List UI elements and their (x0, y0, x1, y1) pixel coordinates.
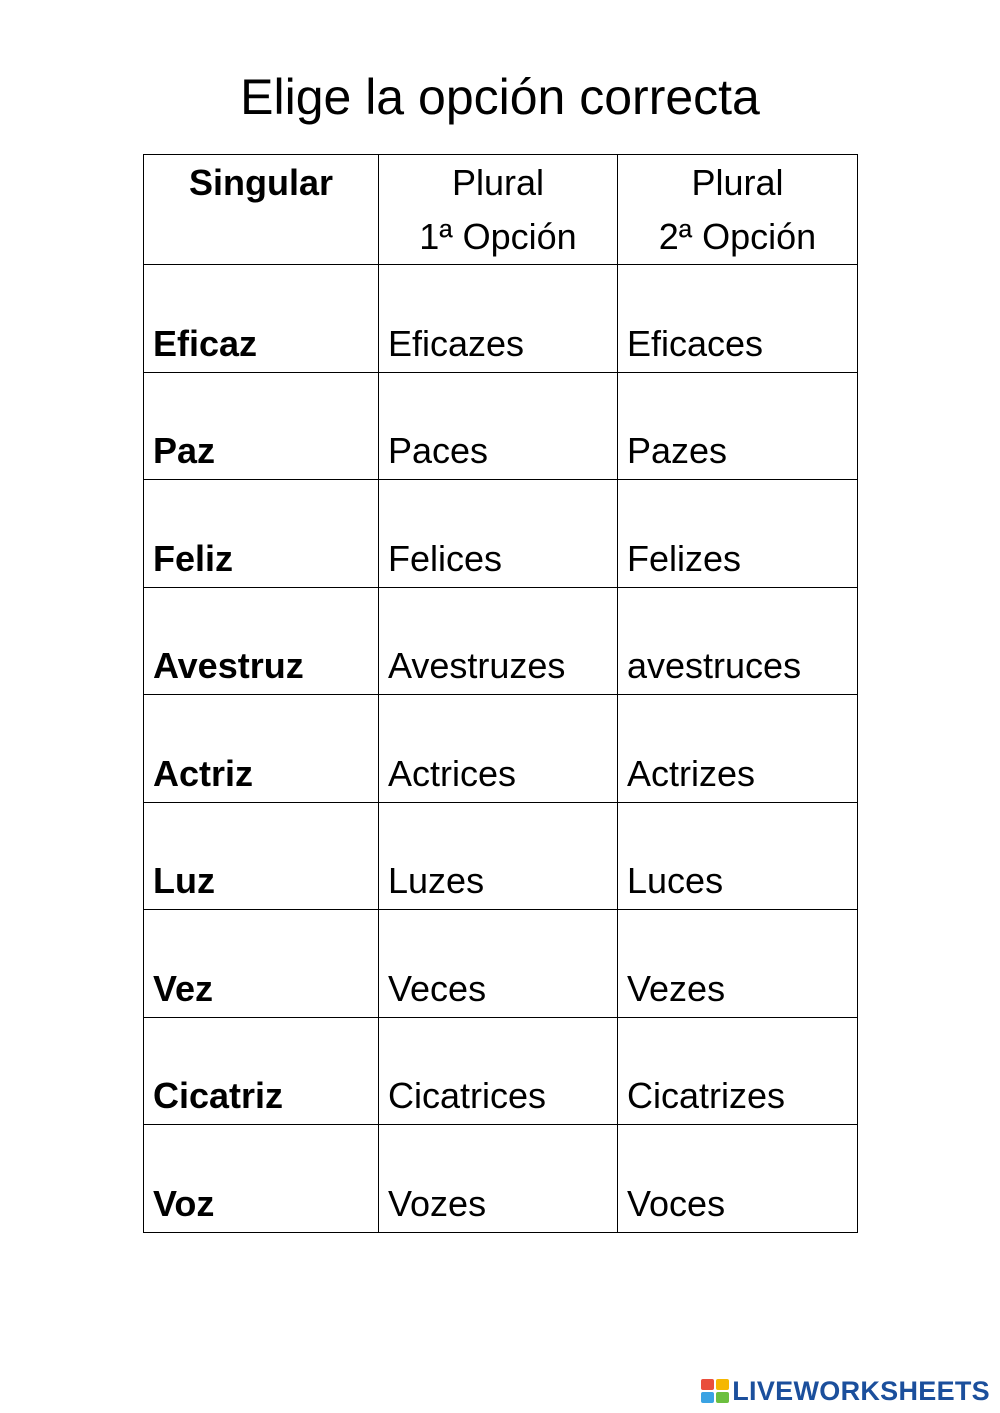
table-header-row (144, 155, 858, 265)
plural-option-2[interactable]: Luces (618, 802, 858, 910)
table-row (144, 802, 858, 910)
plural-option-2[interactable]: Felizes (618, 480, 858, 588)
plural-option-1[interactable]: Vozes (379, 1125, 618, 1233)
singular-word: Avestruz (144, 587, 379, 695)
plural-option-1[interactable]: Luzes (379, 802, 618, 910)
table-row (144, 695, 858, 803)
header-plural-option-1 (379, 155, 618, 265)
plural-option-1[interactable]: Veces (379, 910, 618, 1018)
singular-word: Vez (144, 910, 379, 1018)
plural-option-1[interactable]: Felices (379, 480, 618, 588)
liveworksheets-brand (701, 1377, 990, 1405)
singular-word: Luz (144, 802, 379, 910)
header-plural-label: Plural (691, 162, 784, 203)
plural-option-1[interactable]: Eficazes (379, 265, 618, 373)
singular-word: Actriz (144, 695, 379, 803)
singular-word: Eficaz (144, 265, 379, 373)
table-row (144, 372, 858, 480)
plural-option-1[interactable]: Paces (379, 372, 618, 480)
header-option-label: 2ª Opción (658, 216, 817, 257)
table-row (144, 910, 858, 1018)
liveworksheets-logo-icon (701, 1379, 729, 1403)
worksheet-table (143, 154, 858, 1233)
header-plural-option-2 (618, 155, 858, 265)
table-row (144, 480, 858, 588)
singular-word: Paz (144, 372, 379, 480)
plural-option-2[interactable]: Actrizes (618, 695, 858, 803)
plural-option-1[interactable]: Actrices (379, 695, 618, 803)
plural-option-2[interactable]: avestruces (618, 587, 858, 695)
plural-option-2[interactable]: Voces (618, 1125, 858, 1233)
table-row (144, 1017, 858, 1125)
plural-option-1[interactable]: Avestruzes (379, 587, 618, 695)
table-row (144, 587, 858, 695)
singular-word: Voz (144, 1125, 379, 1233)
table-row (144, 265, 858, 373)
singular-word: Cicatriz (144, 1017, 379, 1125)
header-singular: Singular (144, 155, 379, 265)
plural-option-2[interactable]: Eficaces (618, 265, 858, 373)
table-row (144, 1125, 858, 1233)
page-title: Elige la opción correcta (240, 69, 760, 125)
brand-text: LIVEWORKSHEETS (732, 1375, 990, 1406)
header-plural-label: Plural (451, 162, 545, 203)
header-option-label: 1ª Opción (419, 216, 577, 257)
plural-option-2[interactable]: Vezes (618, 910, 858, 1018)
singular-word: Feliz (144, 480, 379, 588)
plural-option-1[interactable]: Cicatrices (379, 1017, 618, 1125)
plural-option-2[interactable]: Pazes (618, 372, 858, 480)
plural-option-2[interactable]: Cicatrizes (618, 1017, 858, 1125)
